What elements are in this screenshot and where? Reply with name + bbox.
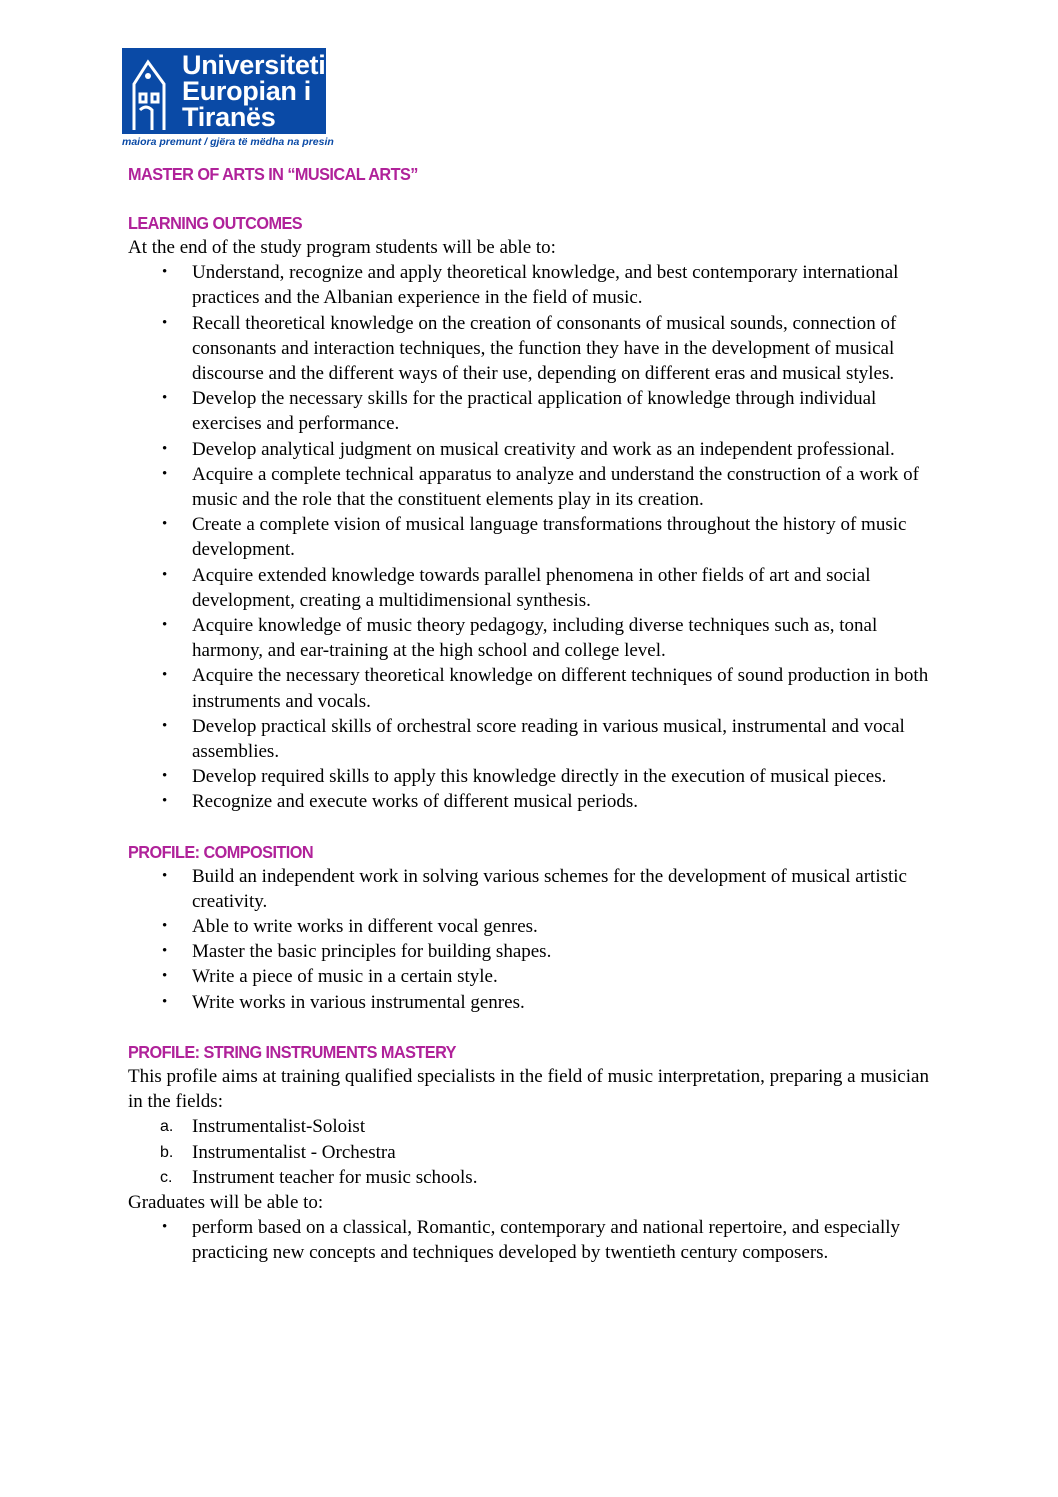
graduates-list <box>128 1215 938 1265</box>
list-item: • Recognize and execute works of different musical periods. <box>128 789 938 814</box>
list-item: • Acquire knowledge of music theory pedagogy, including diverse techniques such as, tonal harmony, and ear-training at the high school and college level. <box>128 613 938 663</box>
list-marker: c. <box>160 1168 173 1186</box>
list-item: • Build an independent work in solving various schemes for the development of musical artistic creativity. <box>128 864 938 914</box>
learning-outcomes-heading: LEARNING OUTCOMES <box>128 213 303 233</box>
strings-heading: PROFILE: STRING INSTRUMENTS MASTERY <box>128 1041 456 1062</box>
list-item-text: Instrument teacher for music schools. <box>192 1166 478 1188</box>
list-item: • Able to write works in different vocal genres. <box>128 914 938 939</box>
list-item: • Develop required skills to apply this knowledge directly in the execution of musical pieces. <box>128 764 938 789</box>
list-item: • Acquire the necessary theoretical knowledge on different techniques of sound production in both instruments and vocals. <box>128 663 938 713</box>
list-marker: b. <box>160 1143 174 1161</box>
list-item-text: Instrumentalist - Orchestra <box>192 1141 396 1163</box>
logo-tagline: maiora premunt / gjëra të mëdha na presin <box>122 136 334 148</box>
list-item: • Develop analytical judgment on musical creativity and work as an independent professional. <box>128 437 938 462</box>
logo-box <box>122 48 326 134</box>
page-title: MASTER OF ARTS IN “MUSICAL ARTS” <box>128 164 418 184</box>
list-item: • Create a complete vision of musical language transformations throughout the history of music development. <box>128 512 938 562</box>
building-emblem-icon <box>126 54 174 134</box>
logo-line-3: Tiranës <box>182 102 276 132</box>
list-item: • Acquire extended knowledge towards parallel phenomena in other fields of art and social development, creating a multidimensional synthesis. <box>128 563 938 613</box>
list-item: • Understand, recognize and apply theoretical knowledge, and best contemporary international practices and the Albanian experience in the field of music. <box>128 260 938 310</box>
list-item <box>128 1140 938 1165</box>
list-item: • Develop the necessary skills for the practical application of knowledge through individual exercises and performance. <box>128 386 938 436</box>
list-item: • Write works in various instrumental genres. <box>128 990 938 1015</box>
learning-outcomes-list <box>128 260 938 814</box>
composition-heading: PROFILE: COMPOSITION <box>128 841 314 862</box>
list-item: • Acquire a complete technical apparatus to analyze and understand the construction of a work of music and the role that the constituent elements play in its creation. <box>128 462 938 512</box>
graduates-intro: Graduates will be able to: <box>128 1191 324 1213</box>
learning-outcomes-intro: At the end of the study program students will be able to: <box>128 237 556 258</box>
list-item <box>128 1114 938 1139</box>
list-item-text: Instrumentalist-Soloist <box>192 1116 366 1138</box>
strings-fields-list <box>128 1114 938 1190</box>
list-item: • Recall theoretical knowledge on the creation of consonants of musical sounds, connection of consonants and interaction techniques, the function they have in the development of musical discourse and the different ways of their use, depending on different eras and musical styles. <box>128 311 938 387</box>
university-logo <box>122 46 332 152</box>
logo-line-2: Europian i <box>182 76 312 106</box>
list-item: • perform based on a classical, Romantic, contemporary and national repertoire, and especially practicing new concepts and techniques developed by twentieth century composers. <box>128 1215 938 1265</box>
strings-intro: This profile aims at training qualified specialists in the field of music interpretation, preparing a musician in the fields: <box>128 1065 929 1113</box>
list-item: • Develop practical skills of orchestral score reading in various musical, instrumental and vocal assemblies. <box>128 714 938 764</box>
document-body <box>128 159 938 1266</box>
logo-line-1: Universiteti <box>182 50 326 80</box>
list-item: • Master the basic principles for building shapes. <box>128 939 938 964</box>
composition-list <box>128 864 938 1015</box>
list-item: • Write a piece of music in a certain style. <box>128 964 938 989</box>
list-marker: a. <box>160 1118 174 1136</box>
list-item <box>128 1165 938 1190</box>
